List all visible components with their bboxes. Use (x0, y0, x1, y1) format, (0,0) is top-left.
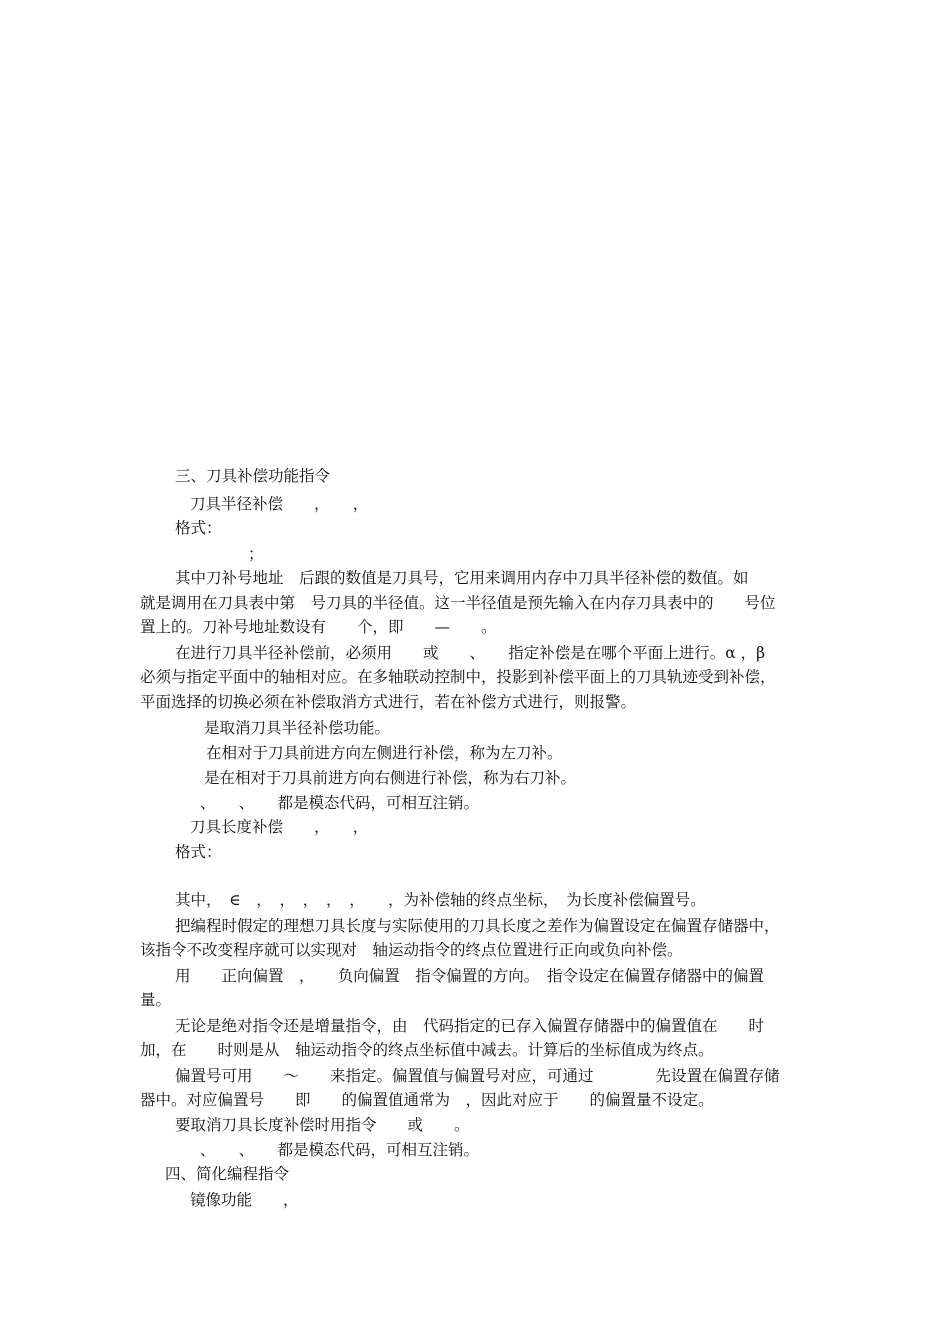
text-line (0, 566, 950, 590)
text-line (0, 964, 950, 988)
text-segment: ； (248, 545, 264, 563)
text-line (0, 791, 950, 815)
text-line (0, 741, 950, 765)
text-segment: 量。 (140, 991, 172, 1009)
text-line (0, 542, 950, 566)
text-segment: 器中。对应偏置号 即 的偏置值通常为 ，因此对应于 的偏置量不设定。 (140, 1091, 714, 1109)
text-line (0, 641, 950, 665)
text-line (0, 464, 950, 488)
text-line (0, 840, 950, 864)
text-segment: 必须与指定平面中的轴相对应。在多轴联动控制中，投影到补偿平面上的刀具轨迹受到补偿， (140, 668, 776, 686)
text-segment: 无论是绝对指令还是增量指令，由 代码指定的已存入偏置存储器中的偏置值在 时 (175, 1017, 765, 1035)
text-segment: 偏置号可用 ～ 来指定。偏置值与偏置号对应，可通过 先设置在偏置存储 (175, 1067, 780, 1085)
text-segment: 该指令不改变程序就可以实现对 轴运动指令的终点位置进行正向或负向补偿。 (140, 941, 683, 959)
text-line (0, 516, 950, 540)
text-line (0, 615, 950, 639)
text-segment: 其中刀补号地址 后跟的数值是刀具号，它用来调用内存中刀具半径补偿的数值。如 (175, 569, 749, 587)
text-line (0, 815, 950, 839)
text-line (0, 1064, 950, 1088)
text-line (0, 1188, 950, 1212)
text-line (0, 1014, 950, 1038)
text-segment: 把编程时假定的理想刀具长度与实际使用的刀具长度之差作为偏置设定在偏置存储器中， (175, 917, 780, 935)
text-line (0, 988, 950, 1012)
text-segment: 是取消刀具半径补偿功能。 (204, 719, 391, 737)
text-segment: 就是调用在刀具表中第 号刀具的半径值。这一半径值是预先输入在内存刀具表中的 号位 (140, 594, 776, 612)
text-segment: 在进行刀具半径补偿前，必须用 或 、 指定补偿是在哪个平面上进行。α ，β (175, 644, 766, 662)
text-segment: 要取消刀具长度补偿时用指令 或 。 (175, 1116, 470, 1134)
text-segment: 加，在 时则是从 轴运动指令的终点坐标值中减去。计算后的坐标值成为终点。 (140, 1041, 714, 1059)
text-segment: 格式： (175, 843, 222, 861)
text-line (0, 1138, 950, 1162)
text-line (0, 690, 950, 714)
text-line (0, 492, 950, 516)
text-segment: 格式： (175, 519, 222, 537)
text-segment: 在相对于刀具前进方向左侧进行补偿，称为左刀补。 (206, 744, 563, 762)
text-segment: 其中， ∈ ， ， ， ， ， ，为补偿轴的终点坐标， 为长度补偿偏置号。 (175, 891, 706, 909)
text-line (0, 1038, 950, 1062)
text-segment: 刀具半径补偿 ， ， (190, 495, 369, 513)
text-segment: 用 正向偏置 ， 负向偏置 指令偏置的方向。 指令设定在偏置存储器中的偏置 (175, 967, 765, 985)
text-segment: 镜像功能 ， (190, 1191, 299, 1209)
text-segment: 置上的。刀补号地址数设有 个，即 — 。 (140, 618, 497, 636)
text-segment: 、 、 都是模态代码，可相互注销。 (200, 1141, 480, 1159)
text-line (0, 716, 950, 740)
text-segment: 是在相对于刀具前进方向右侧进行补偿，称为右刀补。 (204, 769, 577, 787)
text-line (0, 665, 950, 689)
text-line (0, 591, 950, 615)
text-line (0, 766, 950, 790)
text-segment: 、 、 都是模态代码，可相互注销。 (200, 794, 480, 812)
text-segment: 刀具长度补偿 ， ， (190, 818, 369, 836)
text-line (0, 1113, 950, 1137)
text-line (0, 1162, 950, 1186)
text-line (0, 888, 950, 912)
text-line (0, 914, 950, 938)
text-segment: 四、简化编程指令 (165, 1165, 290, 1183)
text-segment: 三、刀具补偿功能指令 (175, 467, 331, 485)
text-line (0, 1088, 950, 1112)
text-line (0, 938, 950, 962)
text-segment: 平面选择的切换必须在补偿取消方式进行，若在补偿方式进行，则报警。 (140, 693, 637, 711)
